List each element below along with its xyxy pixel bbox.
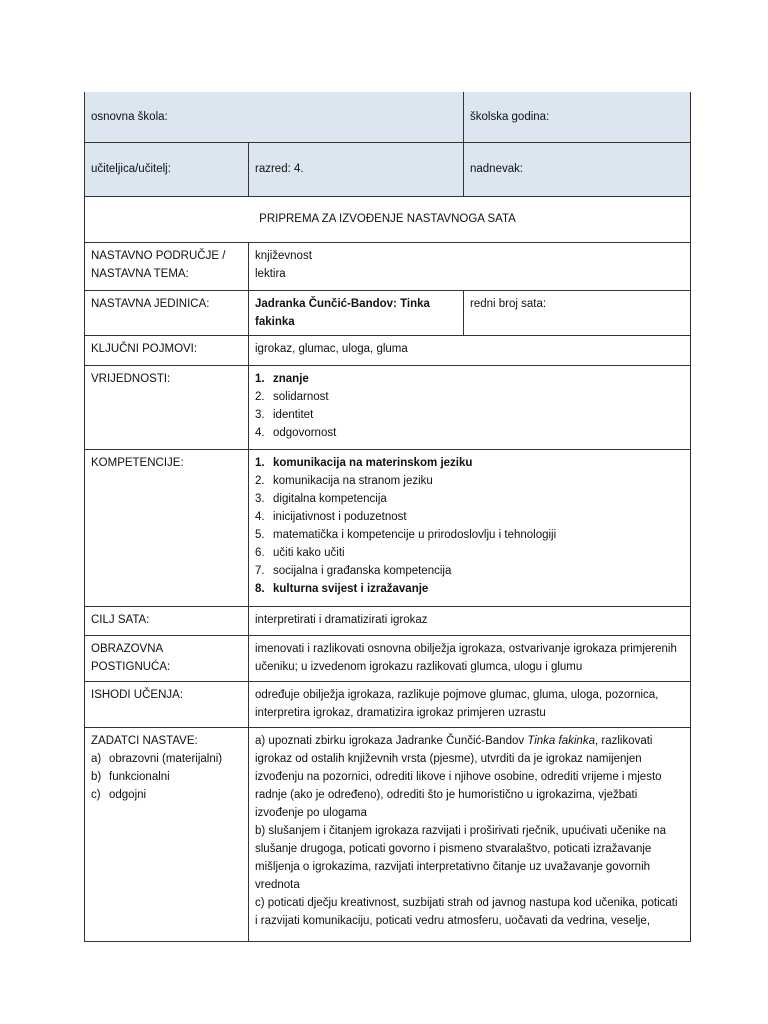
unit-label: NASTAVNA JEDINICA: — [91, 297, 210, 310]
outcomes-line: interpretira igrokaz, dramatizira igrokaz primjeren uzrastu — [255, 706, 546, 719]
competence-item: 4. inicijativnost i poduzetnost — [255, 510, 407, 523]
competences-label: KOMPETENCIJE: — [91, 456, 184, 469]
competences-label-cell — [85, 449, 249, 606]
teacher-cell — [85, 142, 249, 196]
tasks-line: a) upoznati zbirku igrokaza Jadranke Čunčić-Bandov Tinka fakinka, razlikovati — [255, 734, 653, 747]
tasks-line: c) poticati dječju kreativnost, suzbijati strah od javnog nastupa kod učenika, poticati — [255, 896, 678, 909]
lesson-plan-table — [84, 92, 691, 942]
date-label: nadnevak: — [470, 163, 524, 175]
tasks-line: igrokaz od ostalih književnih vrsta (pjesme), utvrditi da je igrokaz namijenjen — [255, 752, 642, 765]
key-terms-label-cell — [85, 335, 249, 365]
values-item: 4. odgovornost — [255, 426, 337, 439]
goal-label: CILJ SATA: — [91, 613, 150, 626]
tasks-text-cell — [249, 727, 691, 941]
values-list-cell — [249, 365, 691, 449]
unit-value-cell — [249, 290, 464, 335]
tasks-line: radnje (ako je određeno), odrediti što je humoristično u igrokazima, vježbati — [255, 788, 638, 801]
area-value-line2: lektira — [255, 267, 286, 280]
achievements-row — [85, 635, 691, 681]
values-label-cell — [85, 365, 249, 449]
tasks-label-cell — [85, 727, 249, 941]
title-cell — [85, 196, 691, 242]
school-cell — [85, 92, 464, 142]
tasks-line: vrednota — [255, 878, 300, 891]
tasks-label: ZADATCI NASTAVE: — [91, 734, 198, 747]
values-item: 2. solidarnost — [255, 390, 329, 403]
tasks-sub-item: a) obrazovni (materijalni) — [91, 752, 223, 765]
achievements-label-cell — [85, 635, 249, 681]
teacher-label: učiteljica/učitelj: — [91, 163, 171, 175]
values-label: VRIJEDNOSTI: — [91, 372, 171, 385]
lesson-plan-form — [84, 92, 690, 942]
achievements-line: učeniku; u izvedenom igrokazu razlikovati glumca, ulogu i glumu — [255, 660, 583, 673]
tasks-row — [85, 727, 691, 941]
competence-item: 6. učiti kako učiti — [255, 546, 345, 559]
year-label: školska godina: — [470, 110, 550, 123]
competence-item: 8. kulturna svijest i izražavanje — [255, 582, 429, 595]
outcomes-row — [85, 681, 691, 727]
competences-list — [255, 454, 684, 598]
outcomes-label-cell — [85, 681, 249, 727]
competence-item: 2. komunikacija na stranom jeziku — [255, 474, 433, 487]
unit-label-cell — [85, 290, 249, 335]
competences-list-cell — [249, 449, 691, 606]
header-row-school — [85, 92, 691, 142]
unit-value: Jadranka Čunčić-Bandov: Tinka fakinka — [255, 297, 430, 328]
goal-value-cell — [249, 606, 691, 635]
tasks-sub-item: b) funkcionalni — [91, 770, 170, 783]
tasks-sub-item: c) odgojni — [91, 788, 147, 801]
goal-label-cell — [85, 606, 249, 635]
key-terms-value: igrokaz, glumac, uloga, gluma — [255, 342, 408, 355]
achievements-label: OBRAZOVNA POSTIGNUĆA: — [91, 642, 171, 673]
tasks-sublist — [91, 750, 242, 804]
tasks-line: slušanje drugoga, poticati govorno i pismeno stvaralaštvo, poticati izražavanje — [255, 842, 652, 855]
tasks-line: mišljenja o igrokazima, razvijati interpretativno čitanje uz uvažavanje govornih — [255, 860, 651, 873]
tasks-line: b) slušanjem i čitanjem igrokaza razvijati i proširivati rječnik, upućivati učenike na — [255, 824, 666, 837]
competence-item: 5. matematička i kompetencije u prirodoslovlju i tehnologiji — [255, 528, 557, 541]
achievements-value-cell — [249, 635, 691, 681]
area-value-cell — [249, 242, 691, 290]
values-item: 1. znanje — [255, 372, 309, 385]
goal-value: interpretirati i dramatizirati igrokaz — [255, 613, 428, 626]
tasks-line: i razvijati komunikaciju, poticati vedru atmosferu, uočavati da vedrina, veselje, — [255, 914, 651, 927]
key-terms-label: KLJUČNI POJMOVI: — [91, 342, 198, 355]
values-list — [255, 370, 684, 442]
values-row — [85, 365, 691, 449]
school-label: osnovna škola: — [91, 110, 168, 123]
book-title: Tinka fakinka — [527, 734, 595, 747]
unit-row — [85, 290, 691, 335]
competence-item: 1. komunikacija na materinskom jeziku — [255, 456, 473, 469]
tasks-line: izvođenje po ulogama — [255, 806, 367, 819]
page-title: PRIPREMA ZA IZVOĐENJE NASTAVNOGA SATA — [259, 213, 516, 225]
outcomes-line: određuje obilježja igrokaza, razlikuje pojmove glumac, gluma, uloga, pozornica, — [255, 688, 659, 701]
key-terms-row — [85, 335, 691, 365]
area-label-line2: NASTAVNA TEMA: — [91, 267, 189, 280]
competence-item: 7. socijalna i građanska kompetencija — [255, 564, 452, 577]
area-value-line1: književnost — [255, 249, 312, 262]
header-row-teacher — [85, 142, 691, 196]
grade-label: razred: 4. — [255, 163, 304, 175]
date-cell — [464, 142, 691, 196]
lesson-no-label: redni broj sata: — [470, 297, 547, 310]
key-terms-value-cell — [249, 335, 691, 365]
outcomes-value-cell — [249, 681, 691, 727]
area-row — [85, 242, 691, 290]
achievements-line: imenovati i razlikovati osnovna obilježja igrokaza, ostvarivanje igrokaza primjerenih — [255, 642, 677, 655]
tasks-line: izvođenju na pozornici, odrediti likove i njihove osobine, odrediti vrijeme i mjesto — [255, 770, 662, 783]
competence-item: 3. digitalna kompetencija — [255, 492, 387, 505]
grade-cell — [249, 142, 464, 196]
year-cell — [464, 92, 691, 142]
competences-row — [85, 449, 691, 606]
outcomes-label: ISHODI UČENJA: — [91, 688, 184, 701]
lesson-no-cell — [464, 290, 691, 335]
area-label-cell — [85, 242, 249, 290]
values-item: 3. identitet — [255, 408, 314, 421]
goal-row — [85, 606, 691, 635]
title-row — [85, 196, 691, 242]
area-label-line1: NASTAVNO PODRUČJE / — [91, 249, 226, 262]
